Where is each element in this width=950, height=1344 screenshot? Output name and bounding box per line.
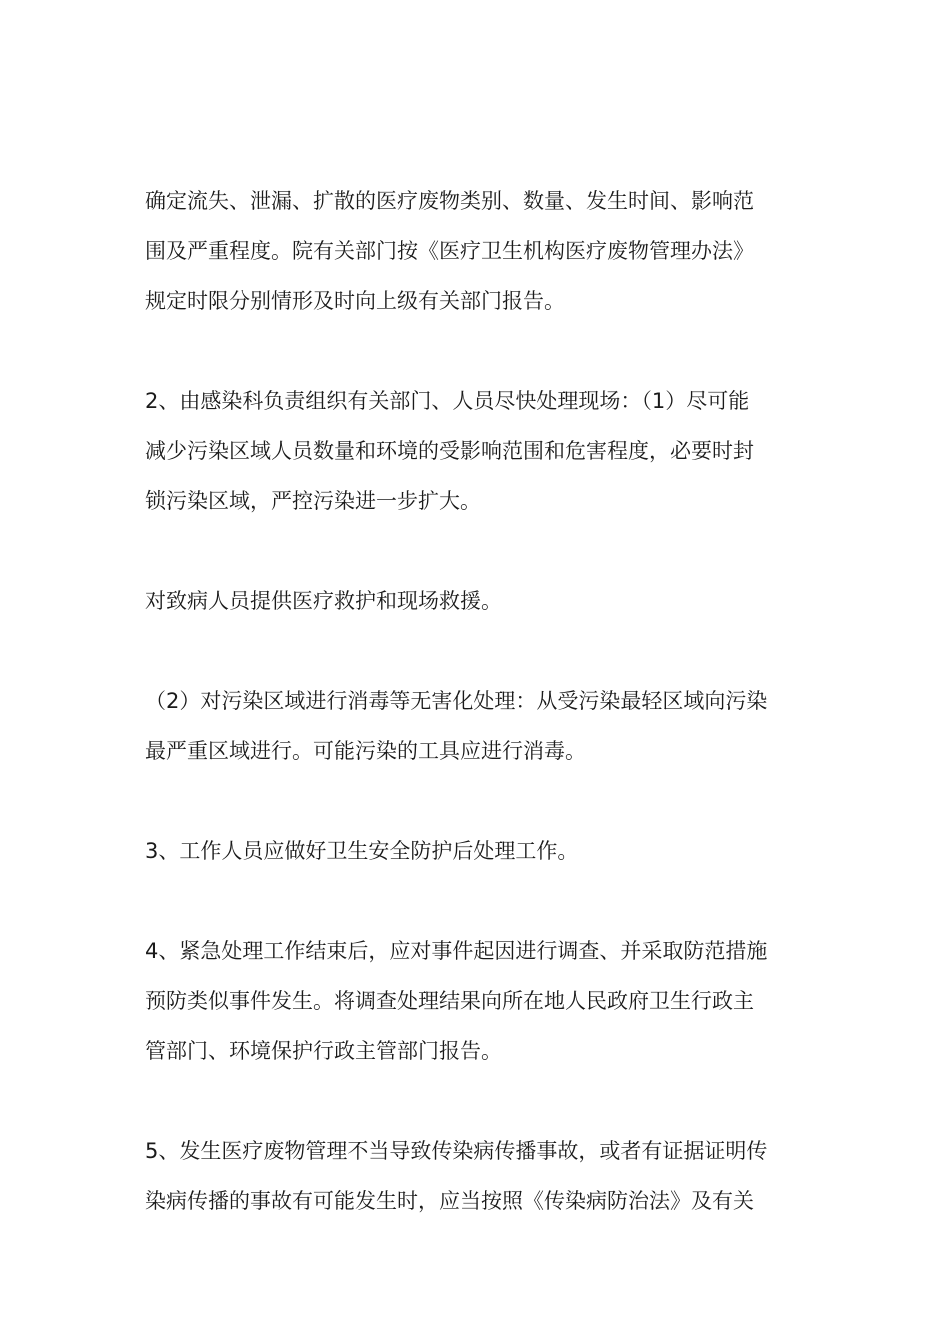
text-line: 减少污染区域人员数量和环境的受影响范围和危害程度，必要时封 (145, 439, 754, 463)
paragraph-5 (145, 826, 810, 876)
text-line: 围及严重程度。院有关部门按《医疗卫生机构医疗废物管理办法》 (145, 239, 754, 263)
text-line: 确定流失、泄漏、扩散的医疗废物类别、数量、发生时间、影响范 (145, 189, 754, 213)
paragraph-1 (145, 176, 810, 326)
text-line: 预防类似事件发生。将调查处理结果向所在地人民政府卫生行政主 (145, 989, 754, 1013)
text-line: 3、工作人员应做好卫生安全防护后处理工作。 (145, 839, 579, 863)
paragraph-7 (145, 1126, 810, 1226)
text-line: 对致病人员提供医疗救护和现场救援。 (145, 589, 502, 613)
paragraph-6 (145, 926, 810, 1076)
text-line: 4、紧急处理工作结束后，应对事件起因进行调查、并采取防范措施 (145, 939, 768, 963)
document-body (145, 176, 810, 1276)
text-line: 规定时限分别情形及时向上级有关部门报告。 (145, 289, 565, 313)
text-line: 2、由感染科负责组织有关部门、人员尽快处理现场：（1）尽可能 (145, 389, 750, 413)
paragraph-3 (145, 576, 810, 626)
text-line: 管部门、环境保护行政主管部门报告。 (145, 1039, 502, 1063)
text-line: 最严重区域进行。可能污染的工具应进行消毒。 (145, 739, 586, 763)
text-line: 5、发生医疗废物管理不当导致传染病传播事故，或者有证据证明传 (145, 1139, 768, 1163)
text-line: 染病传播的事故有可能发生时，应当按照《传染病防治法》及有关 (145, 1189, 754, 1213)
paragraph-4 (145, 676, 810, 776)
text-line: 锁污染区域，严控污染进一步扩大。 (145, 489, 481, 513)
paragraph-2 (145, 376, 810, 526)
text-line: （2）对污染区域进行消毒等无害化处理：从受污染最轻区域向污染 (145, 689, 768, 713)
